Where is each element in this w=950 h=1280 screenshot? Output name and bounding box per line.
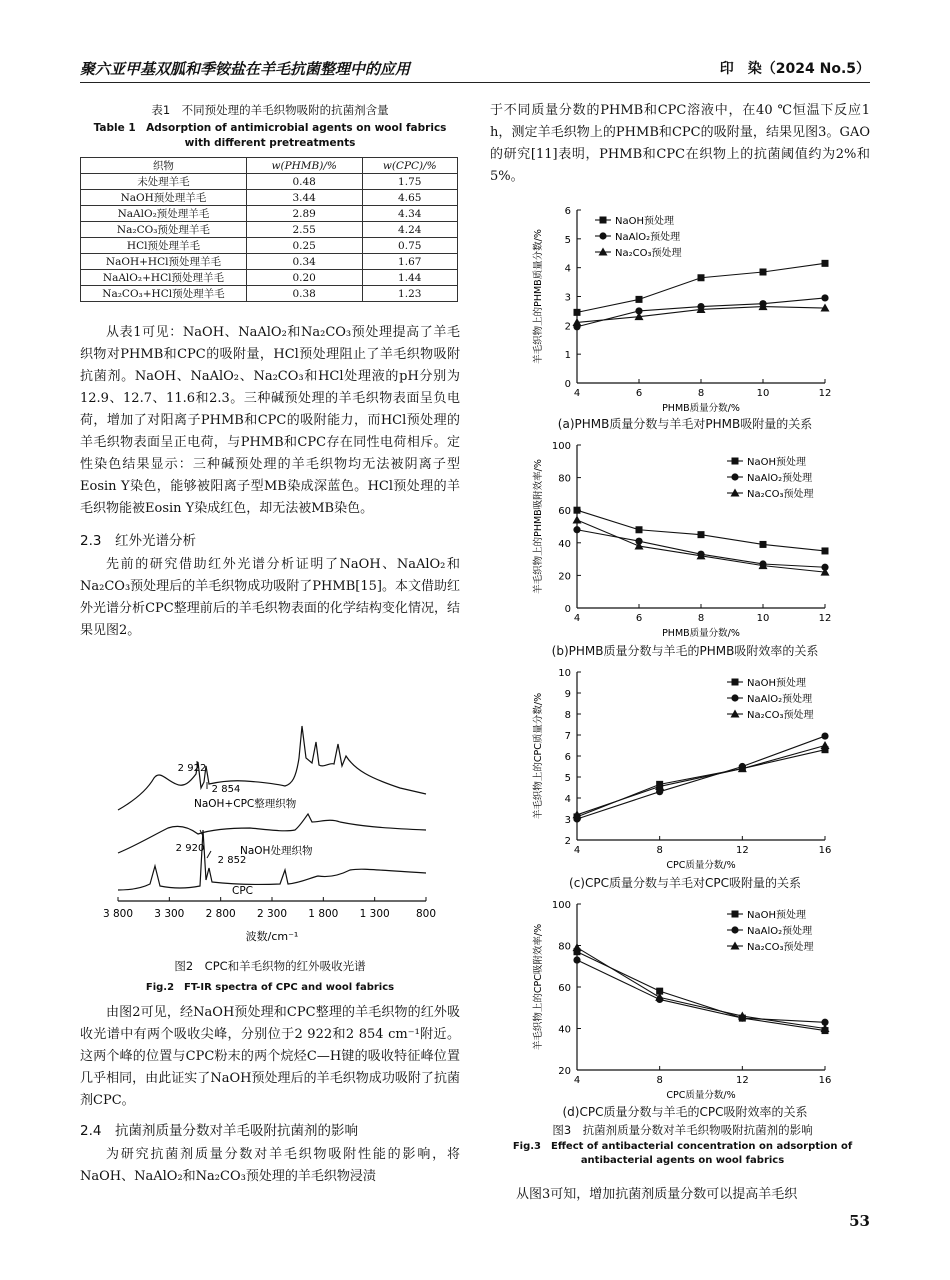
series-label-cpc: CPC xyxy=(232,885,253,897)
left-column-lower xyxy=(80,1002,460,1188)
table-header-cell: 织物 xyxy=(81,158,247,174)
series-circle xyxy=(573,956,828,1025)
data-point xyxy=(636,526,643,533)
series-square xyxy=(574,507,829,555)
peak-label-2852: 2 852 xyxy=(217,855,247,866)
right-column-lower xyxy=(490,1184,870,1206)
y-tick-label: 2 xyxy=(564,321,571,333)
x-tick-label: 4 xyxy=(573,613,581,624)
paragraph: 从表1可见：NaOH、NaAlO₂和Na₂CO₃预处理提高了羊毛织物对PHMB和CPC的吸附量，HCl预处理阻止了羊毛织物吸附抗菌剂。NaOH、NaAlO₂、Na₂CO₃和HCl处理液的pH分别为12.9、12.7、11.6和2.3。三种碱预处理的羊毛织物表面呈负电荷，增加了对阳离子PHMB和CPC的吸附能力，而HCl预处理的羊毛织物表面呈正电荷，与PHMB和CPC存在同性电荷相斥。定性染色结果显示：三种碱预处理的羊毛织物均无法被阴离子型Eosin Y染色，能够被阳离子型MB染成深蓝色。HCl预处理的羊毛织物能被Eosin Y染成红色，却无法被MB染色。 xyxy=(80,325,460,516)
y-tick-label: 8 xyxy=(564,710,571,721)
table-header-cell: w(CPC)/% xyxy=(362,158,458,174)
table-cell: 0.20 xyxy=(246,270,362,286)
table-cell: 0.34 xyxy=(246,254,362,270)
x-tick-label: 10 xyxy=(756,613,770,624)
data-point xyxy=(760,541,767,548)
table-cell: NaAlO₂预处理羊毛 xyxy=(81,206,247,222)
legend-label: NaAlO₂预处理 xyxy=(747,926,813,937)
table-cell: 0.38 xyxy=(246,286,362,302)
data-point xyxy=(698,274,705,281)
table-cell: HCl预处理羊毛 xyxy=(81,238,247,254)
x-tick-label: 2 800 xyxy=(205,908,236,920)
paragraph: 从图3可知，增加抗菌剂质量分数可以提高羊毛织 xyxy=(516,1187,798,1202)
peak-marker-line xyxy=(207,851,211,858)
y-tick-label: 60 xyxy=(558,983,571,994)
table-row xyxy=(81,174,458,190)
x-tick-label: 8 xyxy=(697,613,705,624)
y-tick-label: 5 xyxy=(564,773,571,784)
legend-label: NaAlO₂预处理 xyxy=(747,473,813,484)
data-point xyxy=(732,911,739,918)
data-point xyxy=(573,526,580,533)
table1-caption-cn: 表1 不同预处理的羊毛织物吸附的抗菌剂含量 xyxy=(151,103,389,117)
y-tick-label: 60 xyxy=(558,506,571,518)
table-cell: NaAlO₂+HCl预处理羊毛 xyxy=(81,270,247,286)
page-number: 53 xyxy=(849,1212,870,1230)
x-tick-label: 6 xyxy=(635,613,643,624)
y-tick-label: 0 xyxy=(564,604,571,615)
y-tick-label: 1 xyxy=(564,350,571,362)
table-row xyxy=(81,190,458,206)
data-point xyxy=(760,268,767,275)
y-tick-label: 5 xyxy=(564,234,571,246)
data-point xyxy=(732,679,739,686)
x-tick-label: 10 xyxy=(756,388,770,399)
table-cell: Na₂CO₃+HCl预处理羊毛 xyxy=(81,286,247,302)
y-tick-label: 0 xyxy=(564,379,571,390)
x-tick-label: 12 xyxy=(735,1075,749,1086)
y-tick-label: 6 xyxy=(564,752,571,763)
y-axis-label: 羊毛织物上的PHMB吸附效率/% xyxy=(533,459,544,594)
table-cell: 未处理羊毛 xyxy=(81,174,247,190)
y-tick-label: 7 xyxy=(564,731,571,742)
data-point xyxy=(731,694,738,701)
y-tick-label: 4 xyxy=(564,263,571,275)
table-cell: 3.44 xyxy=(246,190,362,206)
fig2-caption-en: Fig.2 FT-IR spectra of CPC and wool fabrics xyxy=(145,982,395,993)
table-cell: NaOH预处理羊毛 xyxy=(81,190,247,206)
x-axis-label: PHMB质量分数/% xyxy=(662,628,740,639)
running-title: 聚六亚甲基双胍和季铵盐在羊毛抗菌整理中的应用 xyxy=(80,60,411,78)
series-triangle xyxy=(573,515,830,575)
peak-label-2920: 2 920 xyxy=(175,843,205,854)
paragraph: 由图2可见，经NaOH预处理和CPC整理的羊毛织物的红外吸收光谱中有两个吸收尖峰，分别位于2 922和2 854 cm⁻¹附近。这两个峰的位置与CPC粉末的两个烷烃C—H键的吸收特征峰位置几乎相同，由此证实了NaOH预处理后的羊毛织物成功吸附了抗菌剂CPC。 xyxy=(80,1005,460,1108)
x-tick-label: 4 xyxy=(573,845,581,856)
chart-d xyxy=(495,894,875,1102)
data-point xyxy=(822,547,829,554)
y-axis-label: 羊毛织物上的CPC质量分数/% xyxy=(533,692,544,820)
left-column-upper xyxy=(80,322,460,642)
spectrum-cpc xyxy=(118,830,426,890)
y-tick-label: 3 xyxy=(564,815,571,826)
chart-d-title: (d)CPC质量分数与羊毛的CPC吸附效率的关系 xyxy=(562,1105,808,1119)
table-cell: 4.65 xyxy=(362,190,458,206)
right-column-upper xyxy=(490,100,870,188)
legend-label: Na₂CO₃预处理 xyxy=(747,942,814,953)
x-tick-label: 6 xyxy=(635,388,643,399)
fig2-caption-cn: 图2 CPC和羊毛织物的红外吸收光谱 xyxy=(174,959,366,973)
legend-label: NaOH预处理 xyxy=(747,678,806,689)
legend-label: Na₂CO₃预处理 xyxy=(747,710,814,721)
series-label-naoh-cpc: NaOH+CPC整理织物 xyxy=(194,798,297,810)
x-axis-label: CPC质量分数/% xyxy=(666,1090,736,1101)
table-cell: Na₂CO₃预处理羊毛 xyxy=(81,222,247,238)
paragraph: 于不同质量分数的PHMB和CPC溶液中，在40 ℃恒温下反应1 h，测定羊毛织物上的PHMB和CPC的吸附量，结果见图3。GAO的研究[11]表明，PHMB和CPC在织物上的抗菌阈值约为2%和5%。 xyxy=(490,103,870,184)
chart-a xyxy=(495,200,875,415)
series-line xyxy=(577,948,825,1029)
table-cell: 2.55 xyxy=(246,222,362,238)
series-line xyxy=(577,746,825,815)
table-row xyxy=(81,222,458,238)
series-line xyxy=(577,510,825,551)
x-tick-label: 4 xyxy=(573,388,581,399)
data-point xyxy=(821,741,830,749)
table-cell: 0.75 xyxy=(362,238,458,254)
x-tick-label: 8 xyxy=(656,845,663,856)
table-cell: 2.89 xyxy=(246,206,362,222)
x-tick-label: 1 800 xyxy=(308,908,339,920)
x-axis-label: 波数/cm⁻¹ xyxy=(245,930,299,943)
data-point xyxy=(821,294,828,301)
paragraph: 为研究抗菌剂质量分数对羊毛织物吸附性能的影响，将NaOH、NaAlO₂和Na₂CO₃预处理的羊毛织物浸渍 xyxy=(80,1147,460,1184)
x-axis-label: CPC质量分数/% xyxy=(666,860,736,871)
table-row xyxy=(81,254,458,270)
table-row xyxy=(81,206,458,222)
data-point xyxy=(636,296,643,303)
series-triangle xyxy=(573,943,830,1032)
x-tick-label: 16 xyxy=(818,845,832,856)
section-heading-2-4: 2.4 抗菌剂质量分数对羊毛吸附抗菌剂的影响 xyxy=(80,1123,358,1139)
peak-label-2854: 2 854 xyxy=(211,784,241,795)
y-tick-label: 20 xyxy=(558,1066,571,1077)
x-tick-label: 8 xyxy=(656,1075,663,1086)
y-axis-label: 羊毛织物上的CPC吸附效率/% xyxy=(533,923,544,1051)
table-cell: 0.48 xyxy=(246,174,362,190)
series-square xyxy=(574,948,829,1034)
data-point xyxy=(821,732,828,739)
y-tick-label: 6 xyxy=(564,206,571,217)
chart-c xyxy=(495,662,875,872)
y-tick-label: 80 xyxy=(558,473,571,485)
data-point xyxy=(731,926,738,933)
y-tick-label: 40 xyxy=(558,1024,571,1036)
x-tick-label: 12 xyxy=(818,388,832,399)
data-point xyxy=(573,943,582,951)
data-point xyxy=(573,515,582,523)
data-point xyxy=(574,309,581,316)
series-line xyxy=(577,952,825,1031)
table-cell: 4.34 xyxy=(362,206,458,222)
legend-label: NaAlO₂预处理 xyxy=(747,694,813,705)
table-cell: 1.23 xyxy=(362,286,458,302)
x-tick-label: 16 xyxy=(818,1075,832,1086)
legend-label: Na₂CO₃预处理 xyxy=(615,248,682,259)
table-cell: NaOH+HCl预处理羊毛 xyxy=(81,254,247,270)
table-cell: 0.25 xyxy=(246,238,362,254)
x-tick-label: 12 xyxy=(735,845,749,856)
series-label-naoh: NaOH处理织物 xyxy=(240,845,313,857)
section-heading-2-3: 2.3 红外光谱分析 xyxy=(80,533,196,549)
x-tick-label: 12 xyxy=(818,613,832,624)
data-point xyxy=(822,260,829,267)
ftir-chart xyxy=(80,718,460,958)
x-tick-label: 4 xyxy=(573,1075,581,1086)
data-point xyxy=(573,956,580,963)
journal-issue: 印 染（2024 No.5） xyxy=(719,61,870,77)
paragraph: 先前的研究借助红外光谱分析证明了NaOH、NaAlO₂和Na₂CO₃预处理后的羊毛织物成功吸附了PHMB[15]。本文借助红外光谱分析CPC整理前后的羊毛织物表面的化学结构变化情况，结果见图2。 xyxy=(80,557,460,638)
series-square xyxy=(574,746,829,820)
table-cell: 4.24 xyxy=(362,222,458,238)
peak-label-2922: 2 922 xyxy=(177,763,207,774)
table1 xyxy=(80,157,458,302)
data-point xyxy=(600,217,607,224)
y-tick-label: 2 xyxy=(564,836,571,847)
legend-label: NaOH预处理 xyxy=(615,216,674,227)
y-axis-label: 羊毛织物上的PHMB质量分数/% xyxy=(533,229,544,364)
table1-caption-en: Table 1 Adsorption of antimicrobial agents on wool fabrics with different pretreatments xyxy=(93,122,447,149)
legend-label: NaOH预处理 xyxy=(747,457,806,468)
y-tick-label: 4 xyxy=(564,794,571,805)
y-tick-label: 10 xyxy=(558,668,571,679)
y-tick-label: 20 xyxy=(558,571,571,583)
table-header-cell: w(PHMB)/% xyxy=(246,158,362,174)
x-tick-label: 3 300 xyxy=(154,908,185,920)
chart-b-title: (b)PHMB质量分数与羊毛的PHMB吸附效率的关系 xyxy=(551,644,819,658)
data-point xyxy=(698,531,705,538)
y-tick-label: 40 xyxy=(558,538,571,550)
table-row xyxy=(81,286,458,302)
legend-label: NaOH预处理 xyxy=(747,910,806,921)
data-point xyxy=(599,232,606,239)
table-row xyxy=(81,270,458,286)
y-tick-label: 100 xyxy=(551,441,571,452)
legend-label: NaAlO₂预处理 xyxy=(615,232,681,243)
x-tick-label: 2 300 xyxy=(256,908,288,920)
table-cell: 1.75 xyxy=(362,174,458,190)
table-cell: 1.44 xyxy=(362,270,458,286)
x-tick-label: 800 xyxy=(415,908,437,920)
chart-c-title: (c)CPC质量分数与羊毛对CPC吸附量的关系 xyxy=(569,876,801,890)
fig3-caption-cn: 图3 抗菌剂质量分数对羊毛织物吸附抗菌剂的影响 xyxy=(552,1123,813,1137)
data-point xyxy=(732,458,739,465)
legend-label: Na₂CO₃预处理 xyxy=(747,489,814,500)
header-rule xyxy=(80,82,870,83)
data-point xyxy=(574,507,581,514)
table-header-row xyxy=(81,158,458,174)
x-tick-label: 3 800 xyxy=(102,908,134,920)
y-tick-label: 9 xyxy=(564,689,571,700)
series-line xyxy=(577,520,825,572)
x-tick-label: 8 xyxy=(697,388,705,399)
y-tick-label: 80 xyxy=(558,941,571,953)
y-tick-label: 3 xyxy=(564,292,571,304)
data-point xyxy=(731,473,738,480)
table-row xyxy=(81,238,458,254)
fig3-caption-en: Fig.3 Effect of antibacterial concentration on adsorption of antibacterial agents on wool fabrics xyxy=(512,1141,853,1166)
chart-b xyxy=(495,435,875,640)
table-cell: 1.67 xyxy=(362,254,458,270)
chart-a-title: (a)PHMB质量分数与羊毛对PHMB吸附量的关系 xyxy=(557,417,813,431)
x-axis-label: PHMB质量分数/% xyxy=(662,403,740,414)
y-tick-label: 100 xyxy=(551,900,571,911)
x-tick-label: 1 300 xyxy=(359,908,390,920)
